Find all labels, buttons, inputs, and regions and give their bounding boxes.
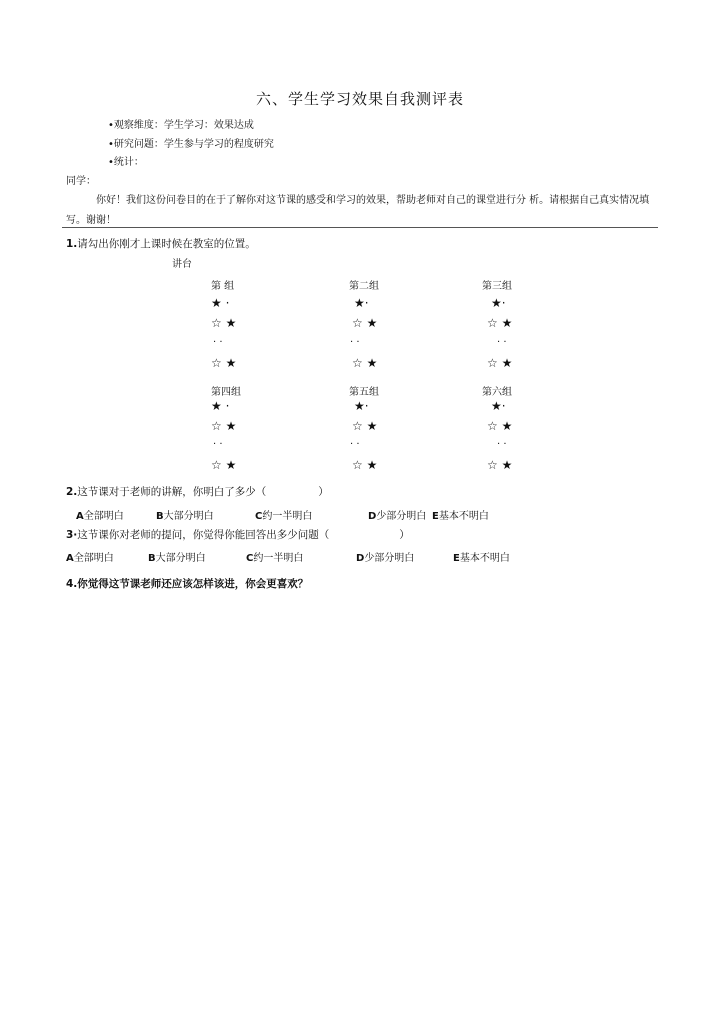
question-3-text: 这节课你对老师的提问，你觉得你能回答出多少问题（ (77, 529, 330, 541)
seat-row[interactable]: ★· (354, 399, 369, 413)
seat-row[interactable]: ☆ ★ (487, 356, 513, 370)
seat-row[interactable]: ☆ ★ (352, 419, 378, 433)
question-2-text: 这节课对于老师的讲解，你明白了多少（ (77, 486, 267, 498)
seat-row[interactable]: ★· (491, 296, 506, 310)
q2-option-b[interactable]: B大部分明白 (156, 511, 214, 522)
seat-row[interactable]: ☆ ★ (211, 356, 237, 370)
question-3 (66, 527, 410, 542)
q3-option-e[interactable]: E基本不明白 (453, 553, 510, 564)
q2-option-e[interactable]: E基本不明白 (432, 511, 489, 522)
seat-row[interactable]: ☆ ★ (211, 458, 237, 472)
question-1 (66, 236, 256, 251)
page-title: 六、学生学习效果自我测评表 (255, 90, 464, 108)
question-4-number: 4. (66, 578, 78, 590)
q2-option-c[interactable]: C约一半明白 (255, 511, 313, 522)
seat-row[interactable]: ★ · (211, 296, 230, 310)
group-4-label: 第四组 (211, 387, 241, 398)
question-2 (66, 484, 329, 499)
seat-row[interactable]: ☆ ★ (211, 419, 237, 433)
podium-label: 讲台 (172, 259, 192, 270)
seat-row[interactable]: · · (350, 439, 360, 450)
seat-row[interactable]: ☆ ★ (352, 316, 378, 330)
seat-row[interactable]: ☆ ★ (352, 356, 378, 370)
seat-row[interactable]: ★· (491, 399, 506, 413)
group-5-label: 第五组 (349, 387, 379, 398)
q3-option-d[interactable]: D少部分明白 (356, 553, 415, 564)
q3-option-c[interactable]: C约一半明白 (246, 553, 304, 564)
seat-row[interactable]: ★· (354, 296, 369, 310)
divider (62, 227, 658, 228)
meta-statistics: •统计： (108, 157, 144, 168)
seat-row[interactable]: ☆ ★ (487, 458, 513, 472)
group-3-label: 第三组 (482, 281, 512, 292)
q3-option-b[interactable]: B大部分明白 (148, 553, 206, 564)
q2-option-d[interactable]: D少部分明白 (368, 511, 427, 522)
question-3-close: ） (399, 529, 410, 541)
seat-row[interactable]: ☆ ★ (352, 458, 378, 472)
question-3-number: 3· (66, 529, 78, 541)
seat-row[interactable]: ☆ ★ (487, 419, 513, 433)
seat-row[interactable]: · · (213, 439, 223, 450)
question-2-close: ） (318, 486, 329, 498)
meta-question: •研究问题：学生参与学习的程度研究 (108, 139, 274, 150)
meta-dimension: •观察维度：学生学习：效果达成 (108, 120, 254, 131)
question-4 (66, 576, 308, 591)
question-2-number: 2. (66, 486, 78, 498)
group-2-label: 第二组 (349, 281, 379, 292)
question-1-text: 请勾出你刚才上课时候在教室的位置。 (77, 238, 256, 250)
seat-row[interactable]: · · (350, 337, 360, 348)
intro-paragraph: 你好！我们这份问卷目的在于了解你对这节课的感受和学习的效果，帮助老师对自己的课堂进行分 析。请根据自己真实情况填写。谢谢！ (66, 195, 650, 226)
seat-row[interactable]: ☆ ★ (487, 316, 513, 330)
question-1-number: 1. (66, 238, 78, 250)
q3-option-a[interactable]: A全部明白 (66, 553, 114, 564)
question-4-text: 你觉得这节课老师还应该怎样该进，你会更喜欢？ (77, 578, 309, 590)
seat-row[interactable]: · · (213, 337, 223, 348)
greeting: 同学： (66, 176, 96, 187)
seat-row[interactable]: ★ · (211, 399, 230, 413)
seat-row[interactable]: ☆ ★ (211, 316, 237, 330)
seat-row[interactable]: · · (497, 439, 507, 450)
group-6-label: 第六组 (482, 387, 512, 398)
seat-row[interactable]: · · (497, 337, 507, 348)
group-1-label: 第 组 (211, 281, 235, 292)
q2-option-a[interactable]: A全部明白 (76, 511, 124, 522)
